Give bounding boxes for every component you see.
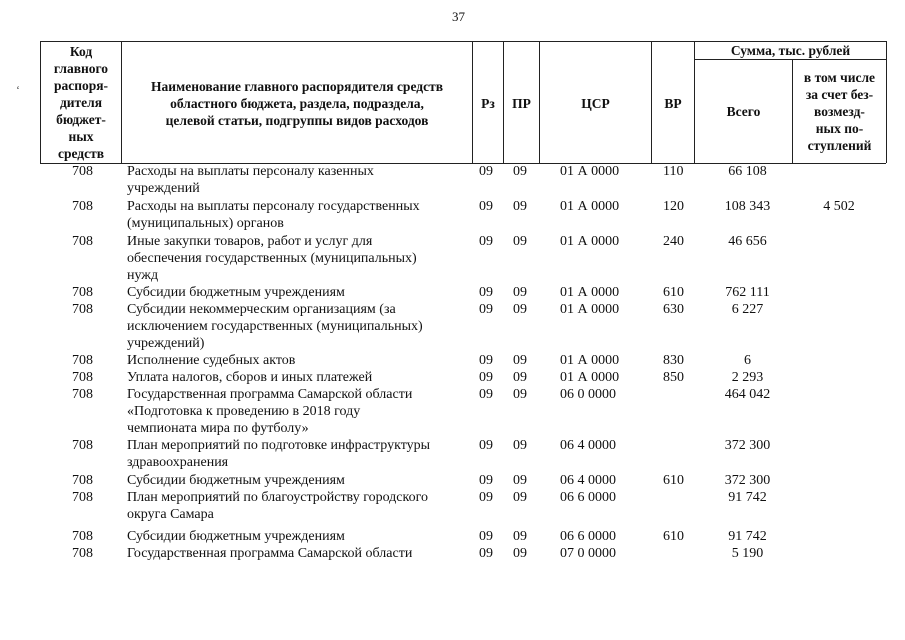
cell-code: 708 bbox=[72, 302, 93, 317]
cell-name-line: исключением государственных (муниципальных) bbox=[127, 319, 423, 334]
margin-mark: ‘ bbox=[16, 83, 20, 97]
cell-name-line: учреждений) bbox=[127, 336, 205, 351]
cell-name-line: нужд bbox=[127, 268, 159, 283]
cell-name bbox=[127, 545, 472, 562]
cell-code: 708 bbox=[72, 438, 93, 453]
cell-rz: 09 bbox=[479, 302, 493, 317]
cell-name bbox=[127, 489, 472, 523]
cell-name bbox=[127, 437, 472, 471]
cell-name bbox=[127, 369, 472, 386]
cell-total: 91 742 bbox=[728, 529, 767, 544]
cell-vr: 610 bbox=[663, 473, 684, 488]
cell-code: 708 bbox=[72, 490, 93, 505]
header-name-line: целевой статьи, подгруппы видов расходов bbox=[165, 113, 429, 128]
cell-pr: 09 bbox=[513, 302, 527, 317]
cell-rz: 09 bbox=[479, 438, 493, 453]
cell-pr: 09 bbox=[513, 285, 527, 300]
cell-vr: 610 bbox=[663, 285, 684, 300]
cell-name bbox=[127, 472, 472, 489]
cell-name-line: Субсидии некоммерческим организациям (за bbox=[127, 302, 396, 317]
cell-name-line: «Подготовка к проведению в 2018 году bbox=[127, 404, 361, 419]
page-number: 37 bbox=[452, 9, 465, 24]
cell-name bbox=[127, 284, 472, 301]
cell-code: 708 bbox=[72, 353, 93, 368]
cell-pr: 09 bbox=[513, 438, 527, 453]
cell-rz: 09 bbox=[479, 370, 493, 385]
cell-total: 2 293 bbox=[731, 370, 764, 385]
cell-total: 6 227 bbox=[731, 302, 764, 317]
cell-name-line: чемпионата мира по футболу» bbox=[127, 421, 309, 436]
cell-pr: 09 bbox=[513, 546, 527, 561]
cell-rz: 09 bbox=[479, 387, 493, 402]
cell-name-line: Государственная программа Самарской области bbox=[127, 546, 413, 561]
header-name bbox=[122, 78, 472, 129]
header-code-line: распоря- bbox=[53, 78, 109, 93]
cell-name-line: округа Самара bbox=[127, 507, 214, 522]
cell-code: 708 bbox=[72, 199, 93, 214]
header-vr: ВР bbox=[664, 96, 682, 111]
cell-code: 708 bbox=[72, 164, 93, 179]
cell-pr: 09 bbox=[513, 473, 527, 488]
cell-free: 4 502 bbox=[823, 199, 855, 214]
cell-csr: 06 6 0000 bbox=[560, 490, 616, 505]
cell-name-line: (муниципальных) органов bbox=[127, 216, 284, 231]
cell-total: 464 042 bbox=[724, 387, 771, 402]
cell-name-line: Субсидии бюджетным учреждениям bbox=[127, 529, 345, 544]
header-total: Всего bbox=[726, 104, 761, 119]
cell-code: 708 bbox=[72, 234, 93, 249]
header-free bbox=[793, 69, 886, 154]
cell-csr: 01 А 0000 bbox=[560, 234, 620, 249]
cell-total: 6 bbox=[744, 353, 751, 368]
cell-code: 708 bbox=[72, 546, 93, 561]
cell-pr: 09 bbox=[513, 387, 527, 402]
cell-rz: 09 bbox=[479, 353, 493, 368]
cell-name-line: Государственная программа Самарской области bbox=[127, 387, 413, 402]
cell-name bbox=[127, 233, 472, 284]
cell-name-line: Уплата налогов, сборов и иных платежей bbox=[127, 370, 373, 385]
cell-csr: 01 А 0000 bbox=[560, 353, 620, 368]
header-code-line: главного bbox=[53, 61, 109, 76]
cell-name bbox=[127, 301, 472, 352]
cell-code: 708 bbox=[72, 529, 93, 544]
cell-name-line: учреждений bbox=[127, 181, 200, 196]
cell-csr: 06 4 0000 bbox=[560, 473, 616, 488]
header-code-line: бюджет- bbox=[56, 112, 106, 127]
cell-csr: 01 А 0000 bbox=[560, 285, 620, 300]
header-code-line: ных bbox=[68, 129, 94, 144]
cell-csr: 07 0 0000 bbox=[560, 546, 616, 561]
cell-name-line: Исполнение судебных актов bbox=[127, 353, 296, 368]
header-csr: ЦСР bbox=[581, 96, 610, 111]
cell-name bbox=[127, 163, 472, 197]
cell-csr: 06 6 0000 bbox=[560, 529, 616, 544]
cell-total: 372 300 bbox=[724, 473, 771, 488]
cell-name-line: План мероприятий по благоустройству городского bbox=[127, 490, 428, 505]
cell-name-line: Расходы на выплаты персоналу казенных bbox=[127, 164, 374, 179]
cell-vr: 110 bbox=[663, 164, 684, 179]
header-sum-title: Сумма, тыс. рублей bbox=[730, 43, 851, 58]
cell-pr: 09 bbox=[513, 529, 527, 544]
cell-total: 66 108 bbox=[728, 164, 767, 179]
col-border-vr bbox=[694, 41, 695, 163]
cell-rz: 09 bbox=[479, 164, 493, 179]
header-pr: ПР bbox=[512, 96, 531, 111]
cell-csr: 01 А 0000 bbox=[560, 164, 620, 179]
col-border-right bbox=[886, 41, 887, 163]
cell-pr: 09 bbox=[513, 234, 527, 249]
cell-name bbox=[127, 528, 472, 545]
cell-name-line: Расходы на выплаты персоналу государственных bbox=[127, 199, 420, 214]
cell-pr: 09 bbox=[513, 199, 527, 214]
cell-rz: 09 bbox=[479, 234, 493, 249]
cell-rz: 09 bbox=[479, 546, 493, 561]
cell-code: 708 bbox=[72, 285, 93, 300]
cell-name-line: План мероприятий по подготовке инфраструктуры bbox=[127, 438, 431, 453]
cell-total: 5 190 bbox=[731, 546, 764, 561]
header-code bbox=[41, 43, 121, 162]
cell-total: 91 742 bbox=[728, 490, 767, 505]
header-rz: Рз bbox=[481, 96, 495, 111]
cell-code: 708 bbox=[72, 387, 93, 402]
cell-csr: 06 4 0000 bbox=[560, 438, 616, 453]
cell-vr: 630 bbox=[663, 302, 684, 317]
cell-total: 108 343 bbox=[724, 199, 771, 214]
cell-total: 762 111 bbox=[725, 285, 770, 300]
header-free-line: в том числе bbox=[803, 70, 876, 85]
cell-name bbox=[127, 198, 472, 232]
cell-name-line: здравоохранения bbox=[127, 455, 229, 470]
cell-csr: 06 0 0000 bbox=[560, 387, 616, 402]
header-code-line: дителя bbox=[59, 95, 103, 110]
cell-pr: 09 bbox=[513, 490, 527, 505]
cell-vr: 120 bbox=[663, 199, 684, 214]
cell-name-line: Иные закупки товаров, работ и услуг для bbox=[127, 234, 373, 249]
cell-total: 46 656 bbox=[728, 234, 767, 249]
cell-name-line: Субсидии бюджетным учреждениям bbox=[127, 285, 345, 300]
cell-csr: 01 А 0000 bbox=[560, 302, 620, 317]
cell-csr: 01 А 0000 bbox=[560, 370, 620, 385]
cell-rz: 09 bbox=[479, 490, 493, 505]
cell-vr: 240 bbox=[663, 234, 684, 249]
cell-rz: 09 bbox=[479, 473, 493, 488]
header-name-line: Наименование главного распорядителя средств bbox=[150, 79, 443, 94]
header-free-line: за счет без- bbox=[805, 87, 874, 102]
cell-code: 708 bbox=[72, 473, 93, 488]
cell-name-line: Субсидии бюджетным учреждениям bbox=[127, 473, 345, 488]
header-free-line: ных по- bbox=[815, 121, 864, 136]
cell-pr: 09 bbox=[513, 164, 527, 179]
cell-rz: 09 bbox=[479, 199, 493, 214]
cell-pr: 09 bbox=[513, 353, 527, 368]
cell-pr: 09 bbox=[513, 370, 527, 385]
cell-vr: 610 bbox=[663, 529, 684, 544]
cell-code: 708 bbox=[72, 370, 93, 385]
cell-name-line: обеспечения государственных (муниципальных) bbox=[127, 251, 417, 266]
cell-rz: 09 bbox=[479, 285, 493, 300]
header-code-line: средств bbox=[57, 146, 105, 161]
cell-name bbox=[127, 352, 472, 369]
header-free-line: ступлений bbox=[807, 138, 872, 153]
header-free-line: возмезд- bbox=[814, 104, 865, 119]
header-code-line: Код bbox=[69, 44, 93, 59]
cell-rz: 09 bbox=[479, 529, 493, 544]
cell-csr: 01 А 0000 bbox=[560, 199, 620, 214]
header-name-line: областного бюджета, раздела, подраздела, bbox=[170, 96, 424, 111]
sum-divider bbox=[694, 59, 886, 60]
cell-name bbox=[127, 386, 472, 437]
cell-vr: 850 bbox=[663, 370, 684, 385]
cell-vr: 830 bbox=[663, 353, 684, 368]
cell-total: 372 300 bbox=[724, 438, 771, 453]
